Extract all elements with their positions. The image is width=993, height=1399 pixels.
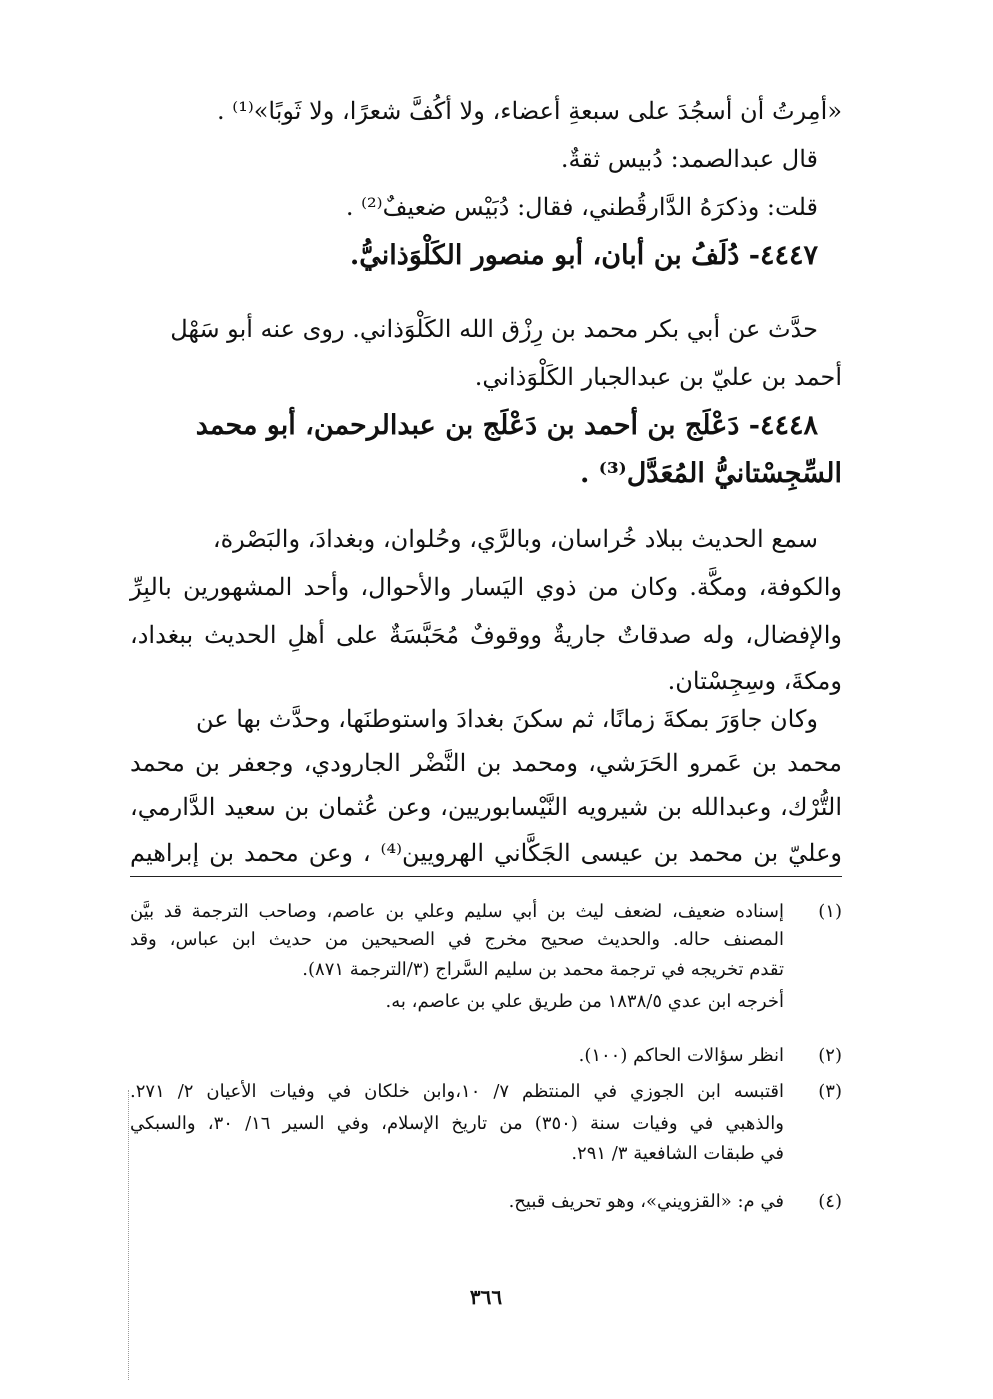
para-2-line-4: وعليّ بن محمد بن عيسى الجَكَّاني الهرويين⁽⁴⁾ ، وعن محمد بن إبراهيم: [130, 839, 842, 867]
para-1-line-1: سمع الحديث ببلاد خُراسان، وبالرَّي، وحُلوان، وبغدادَ، والبَصْرة،: [212, 525, 818, 553]
scan-artifact-line: [128, 1090, 129, 1380]
footnote-line: أخرجه ابن عدي ١٨٣٨/٥ من طريق علي بن عاصم، به.: [385, 991, 784, 1012]
footnote-number: (١): [818, 901, 842, 922]
hadith-text: «أمِرتُ أن أسجُدَ على سبعةِ أعضاء، ولا أكُفَّ شعرًا، ولا ثَوبًا»⁽¹⁾ .: [217, 97, 842, 125]
para-2-line-1: وكان جاوَرَ بمكةَ زمانًا، ثم سكنَ بغدادَ واستوطنَها، وحدَّث بها عن: [196, 705, 818, 733]
footnote-line: المصنف حاله. والحديث صحيح مخرج في الصحيحين من حديث ابن عباس، وقد: [130, 929, 784, 950]
para-2-line-3: التُّرْك، وعبدالله بن شيرويه النَّيْسابوريين، وعن عُثمان بن سعيد الدَّارمي،: [130, 793, 842, 821]
footnote-line: إسناده ضعيف، لضعف ليث بن أبي سليم وعلي بن عاصم، وصاحب الترجمة قد بيَّن: [130, 901, 784, 922]
entry-4447-title: ٤٤٤٧- دُلَفُ بن أبان، أبو منصور الكَلْوَذانيُّ.: [349, 240, 818, 271]
para-1-line-2: والكوفة، ومكَّة. وكان من ذوي اليَسار والأحوال، وأحد المشهورين بالبِرِّ: [130, 573, 842, 601]
footnote-line: في م: «القزويني»، وهو تحريف قبيح.: [508, 1191, 784, 1212]
footnote-line: في طبقات الشافعية ٣/ ٢٩١.: [571, 1143, 784, 1164]
footnote-line: انظر سؤالات الحاكم (١٠٠).: [578, 1045, 784, 1066]
abdulsamad-statement: قال عبدالصمد: دُبيس ثقةٌ.: [560, 145, 818, 173]
footnote-line: والذهبي في وفيات سنة (٣٥٠) من تاريخ الإسلام، وفي السير ١٦/ ٣٠، والسبكي: [130, 1113, 784, 1134]
entry-4447-line-1: حدَّث عن أبي بكر محمد بن رِزْق الله الكَلْوَذاني. روى عنه أبو سَهْل: [170, 315, 818, 343]
daraqutni-statement: قلت: وذكرَهُ الدَّارقُطني، فقال: دُبَيْس ضعيفٌ⁽²⁾ .: [345, 193, 818, 221]
para-1-line-3: والإفضال، وله صدقاتٌ جاريةٌ ووقوفٌ مُحَبَّسَةٌ على أهلِ الحديث ببغداد،: [130, 621, 842, 649]
entry-4448-title-line-2: السِّجِسْتانيُّ المُعَدَّل⁽³⁾ .: [580, 458, 842, 489]
page-number: ٣٦٦: [469, 1285, 503, 1309]
para-2-line-2: محمد بن عَمرو الحَرَشي، ومحمد بن النَّضْر الجارودي، وجعفر بن محمد: [130, 749, 842, 777]
para-1-line-4: ومكةَ، وسِجِسْتان.: [667, 667, 842, 695]
footnote-line: تقدم تخريجه في ترجمة محمد بن سليم السَّراج (٣/الترجمة ٨٧١).: [302, 959, 784, 980]
footnote-separator: [130, 876, 842, 877]
footnote-number: (٤): [818, 1191, 842, 1212]
book-page: [130, 90, 842, 1350]
entry-4447-line-2: أحمد بن عليّ بن عبدالجبار الكَلْوَذاني.: [474, 363, 842, 391]
entry-4448-title-line-1: ٤٤٤٨- دَعْلَج بن أحمد بن دَعْلَج بن عبدالرحمن، أبو محمد: [195, 410, 818, 441]
footnote-line: اقتبسه ابن الجوزي في المنتظم ٧/ ١٠،وابن خلكان في وفيات الأعيان ٢/ ٢٧١.: [130, 1081, 784, 1102]
footnote-number: (٣): [818, 1081, 842, 1102]
footnote-number: (٢): [818, 1045, 842, 1066]
